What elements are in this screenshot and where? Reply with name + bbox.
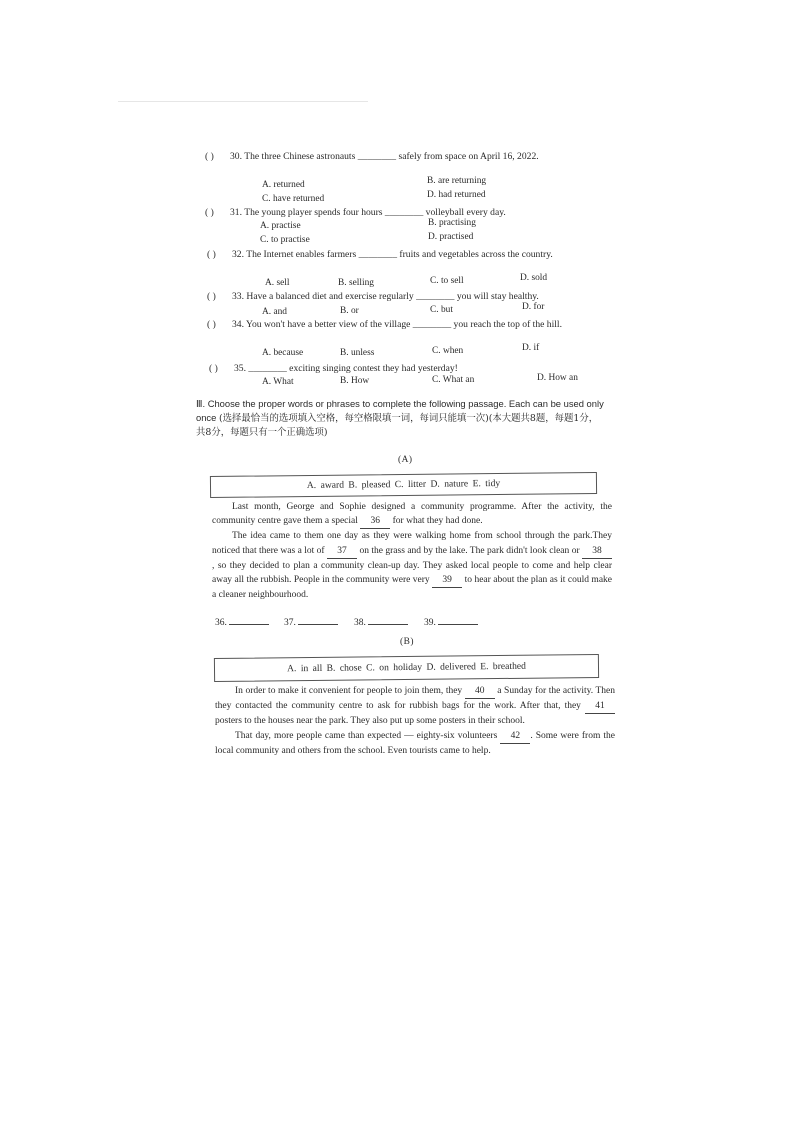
answer-paren[interactable]: ( ) <box>209 363 218 374</box>
part-a-label: (A) <box>398 455 413 465</box>
answer-paren[interactable]: ( ) <box>207 319 216 330</box>
option-c[interactable]: C. have returned <box>262 194 325 204</box>
option-b[interactable]: B. practising <box>428 218 476 228</box>
option-d[interactable]: D. How an <box>537 373 578 383</box>
answer-37[interactable]: 37. <box>284 618 338 628</box>
paragraph: Last month, George and Sophie designed a community programme. After the activity, the community centre gave them a special 36 for what they had done. <box>212 500 612 529</box>
option-d[interactable]: D. had returned <box>427 190 486 200</box>
option-d[interactable]: D. for <box>522 302 545 312</box>
question-stem: The young player spends four hours ________ volleyball every day. <box>244 207 506 218</box>
section-instruction: Choose the proper words or phrases to complete the following passage. Each can be used only once <box>196 398 604 423</box>
scan-edge-line <box>118 101 368 102</box>
option-a[interactable]: A. practise <box>260 221 301 231</box>
option-d[interactable]: D. practised <box>428 232 474 242</box>
option-a[interactable]: A. because <box>262 348 304 358</box>
question-33 <box>207 290 627 304</box>
blank-39[interactable]: 39 <box>432 573 462 588</box>
option-b[interactable]: B. selling <box>338 278 374 288</box>
question-number: 32. <box>232 249 244 260</box>
question-34 <box>207 318 627 346</box>
options-33 <box>262 302 592 319</box>
question-31 <box>205 206 625 220</box>
answer-39[interactable]: 39. <box>424 618 478 628</box>
option-c[interactable]: C. to sell <box>430 276 464 286</box>
question-number: 33. <box>232 291 244 302</box>
blank-36[interactable]: 36 <box>360 514 390 529</box>
answer-38[interactable]: 38. <box>354 618 408 628</box>
paragraph: The idea came to them one day as they were walking home from school through the park.They noticed that there was a lot of 37 on the grass and by the lake. The park didn't look clean or 38, so they decided to plan a community clean-up day. They asked local people to come and help clear away all the rubbish. People in the community were very 39 to hear about the plan as it could make a cleaner neighbourhood. <box>212 531 613 601</box>
option-d[interactable]: D. if <box>522 343 540 353</box>
question-stem: You won't have a better view of the village ________ you reach the top of the hill. <box>246 319 562 330</box>
word-box-b: A. in all B. chose C. on holiday D. delivered E. breathed <box>214 654 599 682</box>
options-35 <box>262 375 592 389</box>
question-stem: The Internet enables farmers ________ fruits and vegetables across the country. <box>246 249 553 260</box>
answer-paren[interactable]: ( ) <box>205 207 214 218</box>
answer-36[interactable]: 36. <box>215 618 269 628</box>
option-a[interactable]: A. sell <box>265 278 290 288</box>
option-a[interactable]: A. What <box>262 377 294 387</box>
section-3-heading <box>196 397 606 440</box>
answer-paren[interactable]: ( ) <box>207 291 216 302</box>
question-number: 34. <box>232 319 244 330</box>
question-number: 35. <box>234 363 246 374</box>
blank-40[interactable]: 40 <box>465 684 495 699</box>
word-box-a: A. award B. pleased C. litter D. nature E. tidy <box>210 472 597 498</box>
passage-a <box>212 500 612 602</box>
option-a[interactable]: A. and <box>262 307 287 317</box>
section-numeral: Ⅲ. <box>196 398 206 409</box>
answer-paren[interactable]: ( ) <box>205 151 214 162</box>
option-b[interactable]: B. How <box>340 376 370 386</box>
blank-38[interactable]: 38 <box>582 544 612 559</box>
option-b[interactable]: B. are returning <box>427 176 487 186</box>
paragraph: That day, more people came than expected — eighty-six volunteers 42 . Some were from the local community and others from the school. Even tourists came to help. <box>215 730 615 756</box>
answer-paren[interactable]: ( ) <box>207 249 216 260</box>
options-32 <box>265 273 595 290</box>
question-32 <box>207 248 627 276</box>
question-number: 31. <box>230 207 242 218</box>
part-b-label: (B) <box>400 637 414 647</box>
question-stem: The three Chinese astronauts ________ safely from space on April 16, 2022. <box>244 151 539 162</box>
section-instruction-cn: (选择最恰当的选项填入空格，每空格限填一词，每词只能填一次)(本大题共8题，每题1分，共8分，每题只有一个正确选项) <box>196 412 599 438</box>
blank-41[interactable]: 41 <box>585 699 615 714</box>
option-b[interactable]: B. or <box>340 306 359 316</box>
question-stem: Have a balanced diet and exercise regularly ________ you will stay healthy. <box>246 291 539 302</box>
option-c[interactable]: C. to practise <box>260 235 310 245</box>
blank-42[interactable]: 42 <box>500 729 530 744</box>
question-stem: ________ exciting singing contest they had yesterday! <box>248 363 458 374</box>
option-a[interactable]: A. returned <box>262 180 305 190</box>
option-c[interactable]: C. What an <box>432 375 475 385</box>
passage-b <box>215 684 615 758</box>
question-number: 30. <box>230 151 242 162</box>
options-34 <box>262 343 592 360</box>
option-c[interactable]: C. when <box>432 346 464 356</box>
blank-37[interactable]: 37 <box>327 544 357 559</box>
option-d[interactable]: D. sold <box>520 273 548 283</box>
option-c[interactable]: C. but <box>430 305 453 315</box>
option-b[interactable]: B. unless <box>340 348 375 358</box>
paragraph: In order to make it convenient for people to join them, they 40 a Sunday for the activity. Then they contacted the community centre to ask for rubbish bags for the work. After that, they 41 posters to the houses near the park. They also put up some posters in their school. <box>215 686 616 727</box>
options-31 <box>260 218 620 251</box>
